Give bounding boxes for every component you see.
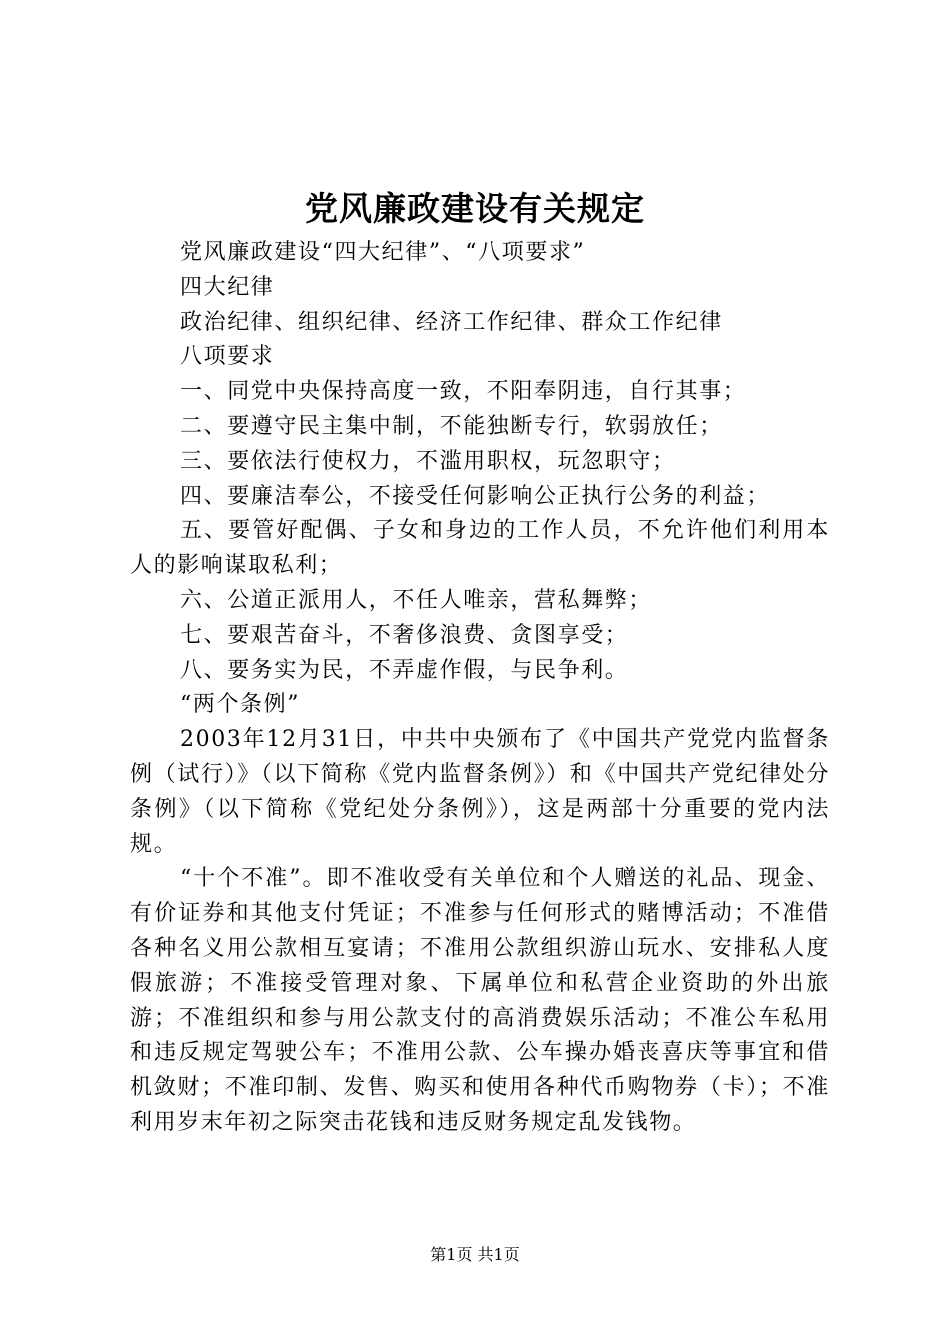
paragraph-requirement-8: 八、要务实为民，不弄虚作假，与民争利。 [180, 657, 629, 683]
paragraph-four-disciplines-heading: 四大纪律 [180, 274, 275, 300]
paragraph-requirement-4: 四、要廉洁奉公，不接受任何影响公正执行公务的利益； [180, 483, 771, 509]
document-title: 党风廉政建设有关规定 [305, 189, 645, 228]
paragraph-requirement-1: 一、同党中央保持高度一致，不阳奉阴违，自行其事； [180, 379, 747, 405]
page-footer: 第1页 共1页 [430, 1245, 520, 1264]
paragraph-eight-requirements-heading: 八项要求 [180, 344, 275, 370]
paragraph-heading-discipline-requirements: 党风廉政建设“四大纪律”、“八项要求” [180, 240, 586, 265]
document-body [130, 236, 830, 1141]
paragraph-requirement-5: 五、要管好配偶、子女和身边的工作人员，不允许他们利用本人的影响谋取私利； [130, 518, 830, 579]
paragraph-ten-prohibitions: “十个不准”。即不准收受有关单位和个人赠送的礼品、现金、有价证券和其他支付凭证；不准参与任何形式的赌博活动；不准借各种名义用公款相互宴请；不准用公款组织游山玩水、安排私人度假旅游；不准接受管理对象、下属单位和私营企业资助的外出旅游；不准组织和参与用公款支付的高消费娱乐活动；不准公车私用和违反规定驾驶公车；不准用公款、公车操办婚丧喜庆等事宜和借机敛财；不准印制、发售、购买和使用各种代币购物券（卡）；不准利用岁末年初之际突击花钱和违反财务规定乱发钱物。 [130, 866, 830, 1135]
paragraph-requirement-7: 七、要艰苦奋斗，不奢侈浪费、贪图享受； [180, 622, 629, 648]
paragraph-two-regulations-text: 2003年12月31日，中共中央颁布了《中国共产党党内监督条例（试行）》（以下简称《党内监督条例》）和《中国共产党纪律处分条例》（以下简称《党纪处分条例》），这是两部十分重要的党内法规。 [130, 727, 830, 857]
paragraph-four-disciplines-list: 政治纪律、组织纪律、经济工作纪律、群众工作纪律 [180, 309, 723, 335]
paragraph-requirement-2: 二、要遵守民主集中制，不能独断专行，软弱放任； [180, 413, 723, 439]
paragraph-requirement-3: 三、要依法行使权力，不滥用职权，玩忽职守； [180, 448, 676, 474]
paragraph-two-regulations-heading: “两个条例” [180, 692, 301, 718]
paragraph-requirement-6: 六、公道正派用人，不任人唯亲，营私舞弊； [180, 587, 653, 613]
